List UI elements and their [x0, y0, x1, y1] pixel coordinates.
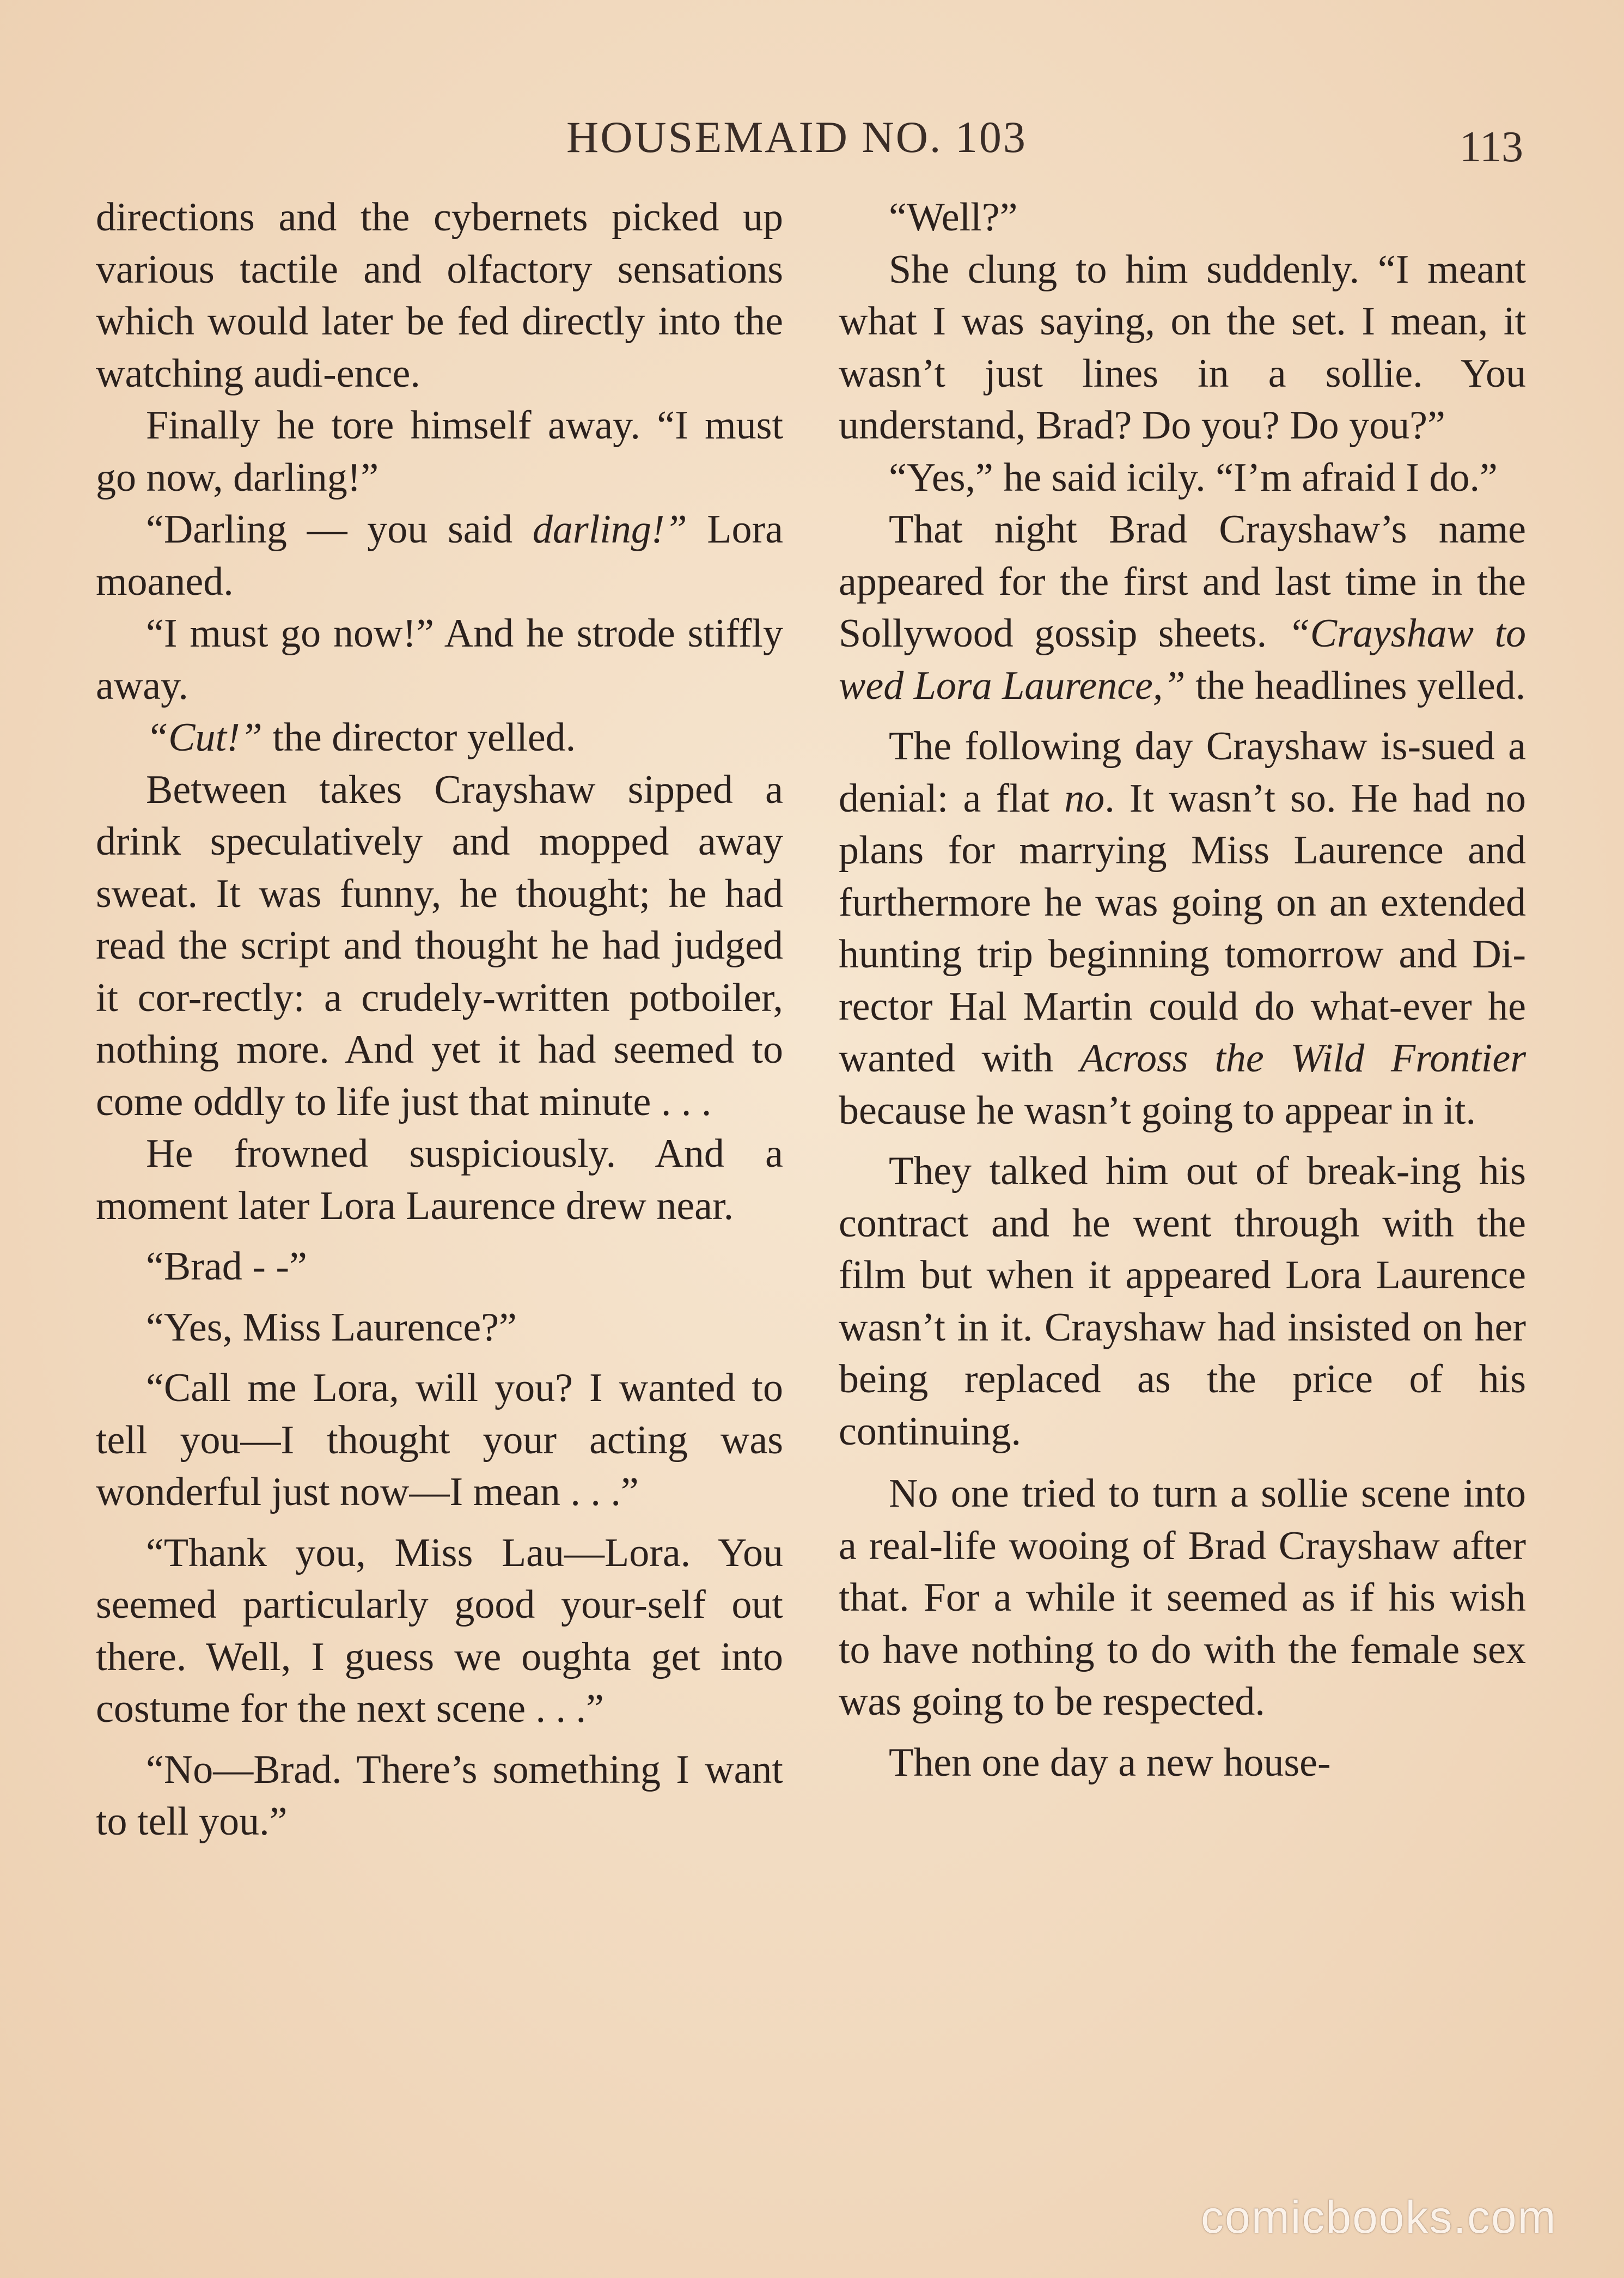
paragraph — [96, 712, 783, 764]
text-run: Finally he tore himself away. “I must go now, darling!” — [96, 403, 783, 500]
paragraph — [839, 244, 1526, 452]
paragraph — [96, 192, 783, 400]
text-run: “Darling — you said — [146, 507, 533, 552]
paragraph — [96, 1241, 783, 1293]
running-title: HOUSEMAID NO. 103 — [566, 112, 1027, 162]
text-run: He frowned suspiciously. And a moment later Lora Laurence drew near. — [96, 1131, 783, 1228]
paragraph — [96, 504, 783, 608]
paragraph — [96, 400, 783, 504]
paragraph — [839, 452, 1526, 504]
italic-text: Across the Wild Frontier — [1079, 1036, 1527, 1081]
text-run: the director yelled. — [262, 715, 576, 760]
text-run: the headlines yelled. — [1185, 663, 1526, 708]
text-run: That night Brad Crayshaw’s name appeared for the first and last time in the Sollywood gossip sheets. — [839, 507, 1526, 656]
paragraph — [96, 1527, 783, 1735]
italic-text: “Cut!” — [146, 715, 262, 760]
right-text-column — [839, 192, 1526, 1789]
paragraph — [96, 608, 783, 712]
text-run: She clung to him suddenly. “I meant what I was saying, on the set. I mean, it wasn’t just lines in a sollie. You understand, Brad? Do you? Do you?” — [839, 247, 1526, 448]
left-text-column — [96, 192, 783, 1848]
paragraph — [96, 1128, 783, 1232]
italic-text: no — [1064, 776, 1105, 821]
paragraph — [96, 1362, 783, 1519]
text-run: “Thank you, Miss Lau—Lora. You seemed particularly good your-self out there. Well, I guess we oughta get into costume for the next scene . . .” — [96, 1530, 783, 1731]
text-run: “No—Brad. There’s something I want to tell you.” — [96, 1747, 783, 1844]
watermark: comicbooks.com — [1201, 2191, 1557, 2243]
text-run: “Well?” — [889, 195, 1018, 240]
text-run: Then one day a new house- — [889, 1740, 1331, 1785]
italic-text: darling!” — [532, 507, 687, 552]
text-run: “Yes,” he said icily. “I’m afraid I do.” — [889, 455, 1498, 500]
paragraph — [839, 192, 1526, 244]
paragraph — [839, 1737, 1526, 1789]
text-run: “Yes, Miss Laurence?” — [146, 1305, 517, 1350]
paragraph — [96, 1744, 783, 1848]
text-run: No one tried to turn a sollie scene into a real-life wooing of Brad Crayshaw after that. For a while it seemed as if his wish to have nothing to do with the female sex was going to be respected. — [839, 1471, 1526, 1724]
text-run: because he wasn’t going to appear in it. — [839, 1088, 1476, 1133]
paragraph — [839, 721, 1526, 1137]
paragraph — [96, 1302, 783, 1354]
paragraph — [839, 504, 1526, 712]
text-run: “I must go now!” And he strode stiffly away. — [96, 611, 783, 708]
text-run: The following day Crayshaw is-sued a denial: a flat — [839, 724, 1526, 821]
italic-text: “Crayshaw to wed Lora Laurence,” — [839, 611, 1527, 708]
paragraph — [96, 764, 783, 1129]
text-run: directions and the cybernets picked up various tactile and olfactory sensations which would later be fed directly into the watching audi-ence. — [96, 195, 783, 396]
text-run: “Call me Lora, will you? I wanted to tell you—I thought your acting was wonderful just now—I mean . . .” — [96, 1366, 783, 1514]
paragraph — [839, 1146, 1526, 1458]
paragraph — [839, 1468, 1526, 1728]
page-number: 113 — [1460, 123, 1524, 171]
text-run: Lora moaned. — [96, 507, 783, 604]
text-run: . It wasn’t so. He had no plans for marrying Miss Laurence and furthermore he was going on an extended hunting trip beginning tomorrow and Di-rector Hal Martin could do what-ever he wanted with — [839, 776, 1526, 1081]
text-run: They talked him out of break-ing his contract and he went through with the film but when it appeared Lora Laurence wasn’t in it. Crayshaw had insisted on her being replaced as the price of his continuing. — [839, 1149, 1526, 1454]
text-run: Between takes Crayshaw sipped a drink speculatively and mopped away sweat. It was funny, he thought; he had read the script and thought he had judged it cor-rectly: a crudely-written potboiler, nothing more. And yet it had seemed to come oddly to life just that minute . . . — [96, 767, 783, 1124]
text-run: “Brad - -” — [146, 1244, 307, 1289]
